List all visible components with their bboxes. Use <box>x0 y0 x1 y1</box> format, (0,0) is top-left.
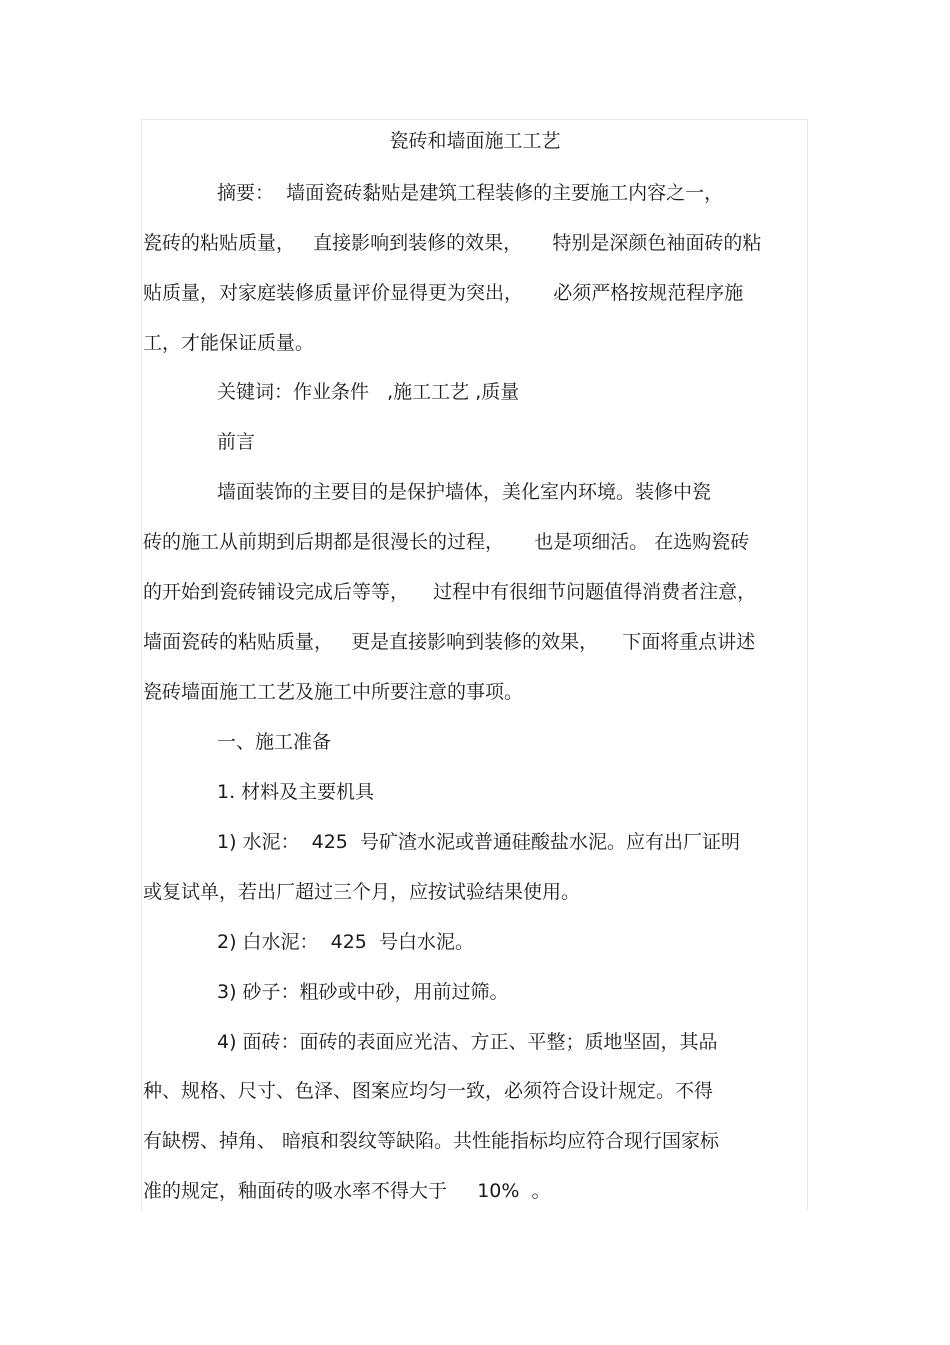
item-tile-line-3: 有缺楞、掉角、 暗痕和裂纹等缺陷。共性能指标均应符合现行国家标 <box>143 1130 720 1152</box>
section-heading-preparation: 一、施工准备 <box>217 731 332 753</box>
abstract-line-4: 工，才能保证质量。 <box>143 332 315 354</box>
item-tile-line-4: 准的规定，釉面砖的吸水率不得大于 10% 。 <box>143 1180 551 1202</box>
preface-line-3: 的开始到瓷砖铺设完成后等等， 过程中有很细节问题值得消费者注意， <box>143 581 757 603</box>
preface-line-1: 墙面装饰的主要目的是保护墙体，美化室内环境。装修中瓷 <box>217 481 712 503</box>
item-white-cement: 2) 白水泥： 425 号白水泥。 <box>217 931 474 953</box>
abstract-line-3: 贴质量，对家庭装修质量评价显得更为突出， 必须严格按规范程序施 <box>143 282 744 304</box>
document-title: 瓷砖和墙面施工工艺 <box>389 130 561 152</box>
preface-line-4: 墙面瓷砖的粘贴质量， 更是直接影响到装修的效果， 下面将重点讲述 <box>143 631 756 653</box>
preface-heading: 前言 <box>217 431 256 453</box>
preface-line-5: 瓷砖墙面施工工艺及施工中所要注意的事项。 <box>143 681 524 703</box>
item-sand: 3) 砂子：粗砂或中砂，用前过筛。 <box>217 981 509 1003</box>
subsection-heading-materials: 1. 材料及主要机具 <box>217 781 375 803</box>
abstract-line-1: 摘要： 墙面瓷砖黏贴是建筑工程装修的主要施工内容之一， <box>217 182 724 204</box>
keywords-line: 关键词：作业条件 ,施工工艺 ,质量 <box>217 381 520 403</box>
abstract-line-2: 瓷砖的粘贴质量， 直接影响到装修的效果， 特别是深颜色袖面砖的粘 <box>143 232 762 254</box>
item-tile-line-1: 4) 面砖：面砖的表面应光洁、方正、平整；质地坚固，其品 <box>217 1031 718 1053</box>
item-cement-line-1: 1) 水泥： 425 号矿渣水泥或普通硅酸盐水泥。应有出厂证明 <box>217 831 740 853</box>
item-cement-line-2: 或复试单，若出厂超过三个月，应按试验结果使用。 <box>143 881 581 903</box>
preface-line-2: 砖的施工从前期到后期都是很漫长的过程， 也是项细活。 在选购瓷砖 <box>143 531 750 553</box>
item-tile-line-2: 种、规格、尺寸、色泽、图案应均匀一致，必须符合设计规定。不得 <box>143 1080 714 1102</box>
